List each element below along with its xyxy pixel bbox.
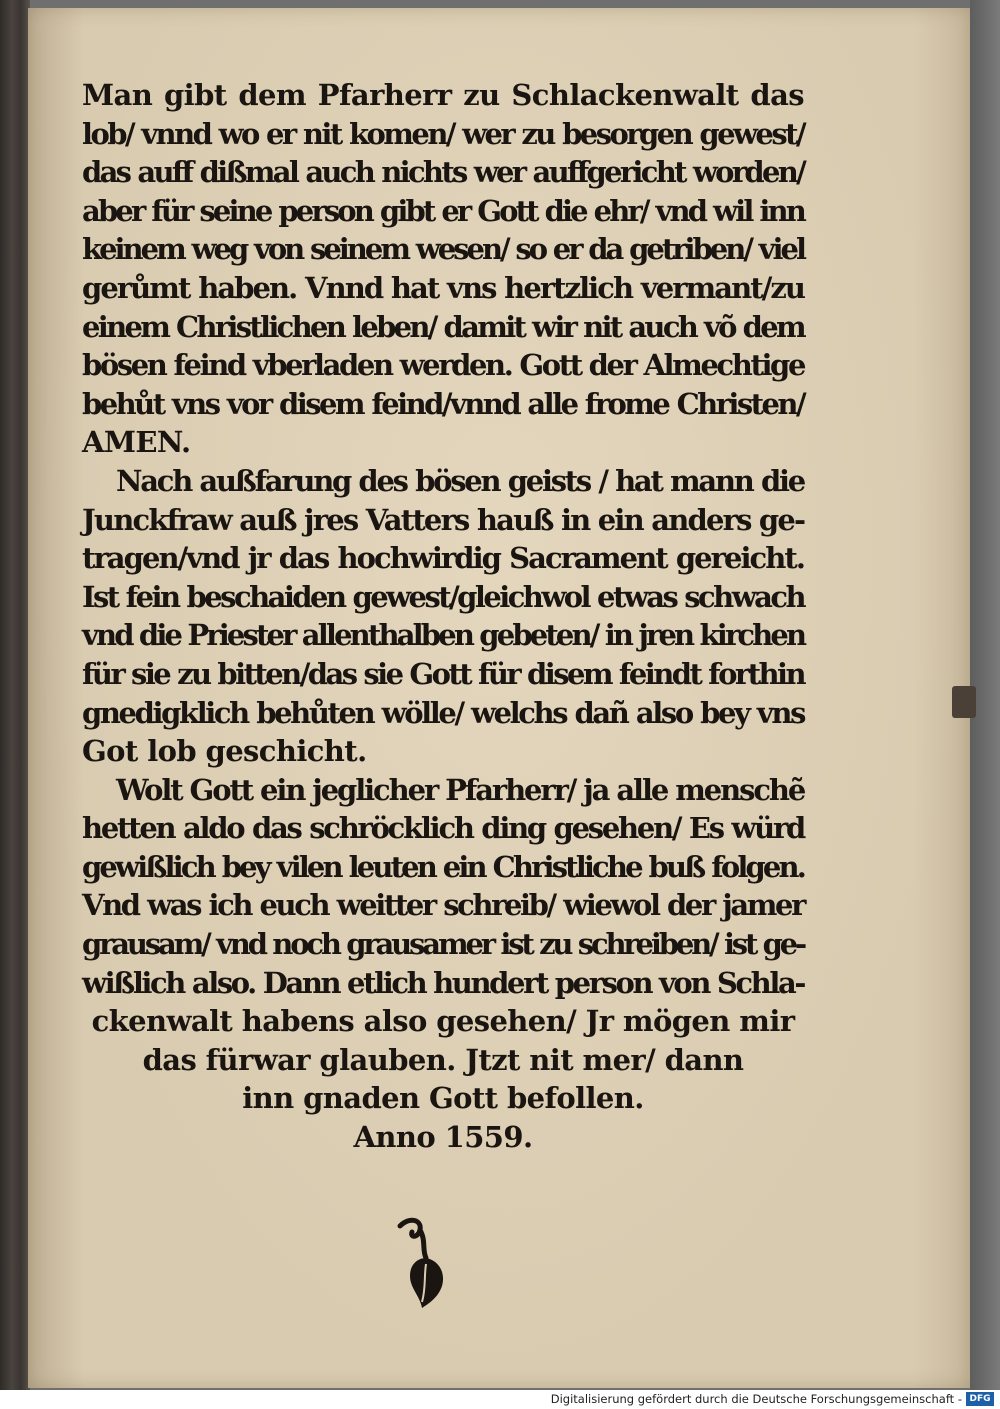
text-line-tapered: das fürwar glauben. Jtzt nit mer/ dann [142, 1042, 744, 1077]
leaf-ornament-icon [392, 1212, 452, 1312]
footer-bar [0, 1390, 1000, 1409]
text-line-tapered: ckenwalt habens also gesehen/ Jr mögen mir [91, 1004, 795, 1039]
text-line: aber für seine person gibt er Gott die ehr/ vnd wil inn [82, 193, 804, 228]
text-line: gewißlich bey vilen leuten ein Christliche buß folgen. [82, 849, 804, 884]
text-line: einem Christlichen leben/ damit wir nit auch võ dem [82, 309, 804, 344]
page-text-block [82, 76, 804, 1157]
text-line: für sie zu bitten/das sie Gott für disem feindt forthin [82, 656, 804, 691]
funding-credit-text: Digitalisierung gefördert durch die Deutsche Forschungsgemeinschaft - [550, 1392, 962, 1406]
text-line-date: Anno 1559. [353, 1120, 533, 1155]
text-line: gnedigklich behůten wölle/ welchs dañ also bey vns [82, 695, 804, 730]
text-line: keinem weg von seinem wesen/ so er da getriben/ viel [82, 232, 804, 267]
text-line: wißlich also. Dann etlich hundert person von Schla- [82, 965, 804, 1000]
text-line: Wolt Gott ein jeglicher Pfarherr/ ja alle menschẽ [116, 772, 805, 807]
text-line: Ist fein beschaiden gewest/gleichwol etwas schwach [82, 579, 804, 614]
text-line: lob/ vnnd wo er nit komen/ wer zu besorgen gewest/ [82, 116, 804, 151]
text-line: das auff dißmal auch nichts wer auffgericht worden/ [82, 155, 804, 190]
text-line: bösen feind vberladen werden. Gott der Almechtige [82, 348, 804, 383]
book-spine-edge [0, 0, 30, 1390]
text-line: tragen/vnd jr das hochwirdig Sacrament gereicht. [82, 541, 804, 576]
text-line: Man gibt dem Pfarherr zu Schlackenwalt das [82, 78, 804, 112]
text-line-tapered: inn gnaden Gott befollen. [242, 1081, 644, 1116]
text-line: Junckfraw auß jres Vatters hauß in ein anders ge- [82, 502, 805, 537]
dfg-logo: DFG [966, 1392, 994, 1406]
text-line: grausam/ vnd noch grausamer ist zu schreiben/ ist ge- [82, 927, 804, 962]
text-line: Vnd was ich euch weitter schreib/ wiewol der jamer [82, 888, 804, 923]
text-line: hetten aldo das schröcklich ding gesehen/ Es würd [82, 811, 804, 846]
text-line: gerůmt haben. Vnnd hat vns hertzlich vermant/zu [82, 270, 804, 305]
text-line: behůt vns vor disem feind/vnnd alle frome Christen/ [82, 386, 804, 421]
page-tab-marker [952, 686, 976, 718]
text-line: vnd die Priester allenthalben gebeten/ in jren kirchen [82, 618, 805, 653]
text-line: Got lob geschicht. [82, 734, 367, 769]
text-line-amen: AMEN. [82, 425, 191, 460]
text-line: Nach außfarung des bösen geists / hat mann die [116, 463, 804, 498]
